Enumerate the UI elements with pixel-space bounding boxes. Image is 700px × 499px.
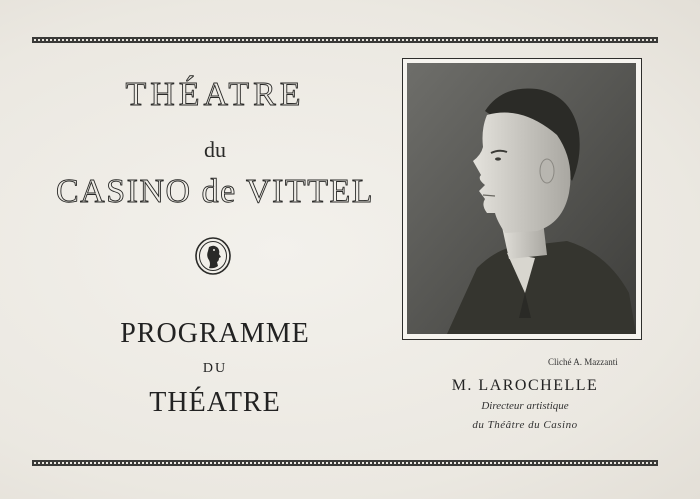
programme-theatre: THÉATRE (149, 387, 281, 418)
director-role: Directeur artistique (481, 400, 569, 412)
bottom-decorative-rule (32, 460, 658, 466)
programme-du: DU (202, 361, 228, 376)
photo-credit: Cliché A. Mazzanti (548, 357, 618, 367)
title-du: du (204, 137, 226, 162)
cameo-medallion-icon (194, 236, 232, 276)
profile-portrait-photo (407, 63, 636, 334)
director-theatre: du Théâtre du Casino (472, 419, 578, 431)
director-name: M. LAROCHELLE (451, 377, 599, 394)
title-casino-de-vittel: CASINO de VITTEL (56, 173, 374, 210)
title-theatre: THÉATRE (125, 76, 305, 113)
top-decorative-rule (32, 37, 658, 43)
portrait-frame (402, 58, 642, 340)
programme-heading: PROGRAMME (120, 318, 310, 349)
